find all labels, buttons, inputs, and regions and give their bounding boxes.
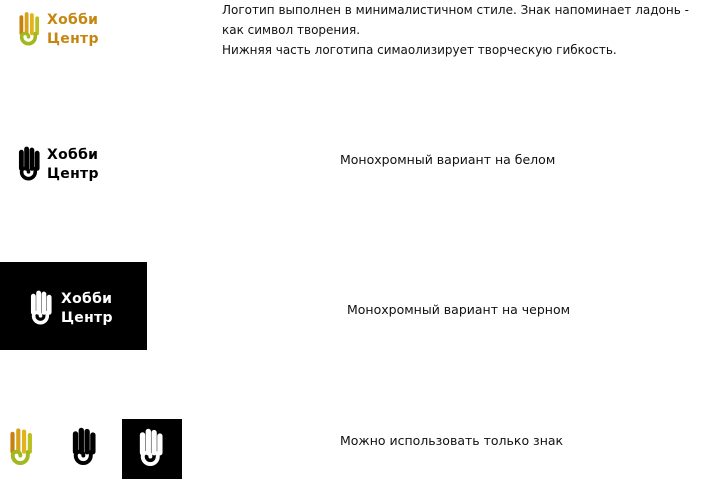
hand-sign-white-icon bbox=[29, 289, 55, 329]
logo-line1: Хобби bbox=[61, 291, 113, 307]
hand-sign-white-small-icon bbox=[138, 427, 166, 471]
logo-line2: Центр bbox=[61, 310, 113, 326]
hand-sign-color-small-icon bbox=[8, 426, 36, 470]
logo-description bbox=[222, 0, 700, 60]
caption-mono-black: Монохромный вариант на черном bbox=[347, 302, 571, 317]
logo-mono-white bbox=[15, 141, 115, 185]
logo-line1: Хобби bbox=[47, 12, 99, 28]
logo-line2: Центр bbox=[47, 166, 99, 182]
logo-line2: Центр bbox=[47, 31, 99, 47]
caption-mono-white: Монохромный вариант на белом bbox=[340, 152, 556, 167]
logo-mono-black bbox=[0, 262, 147, 350]
hand-sign-black-small-icon bbox=[71, 426, 99, 470]
sign-black-box bbox=[122, 419, 182, 479]
description-line1: Логотип выполнен в минималистичном стиле. Знак напоминает ладонь - как символ творения. bbox=[222, 3, 689, 37]
hand-sign-color-icon bbox=[17, 10, 43, 50]
logo-line1: Хобби bbox=[47, 147, 99, 163]
sign-only-row bbox=[0, 418, 190, 480]
hand-sign-black-icon bbox=[17, 145, 43, 185]
caption-sign-only: Можно использовать только знак bbox=[340, 433, 564, 448]
description-line2: Нижняя часть логотипа симаолизирует творческую гибкость. bbox=[222, 43, 617, 57]
logo-color bbox=[15, 6, 125, 50]
